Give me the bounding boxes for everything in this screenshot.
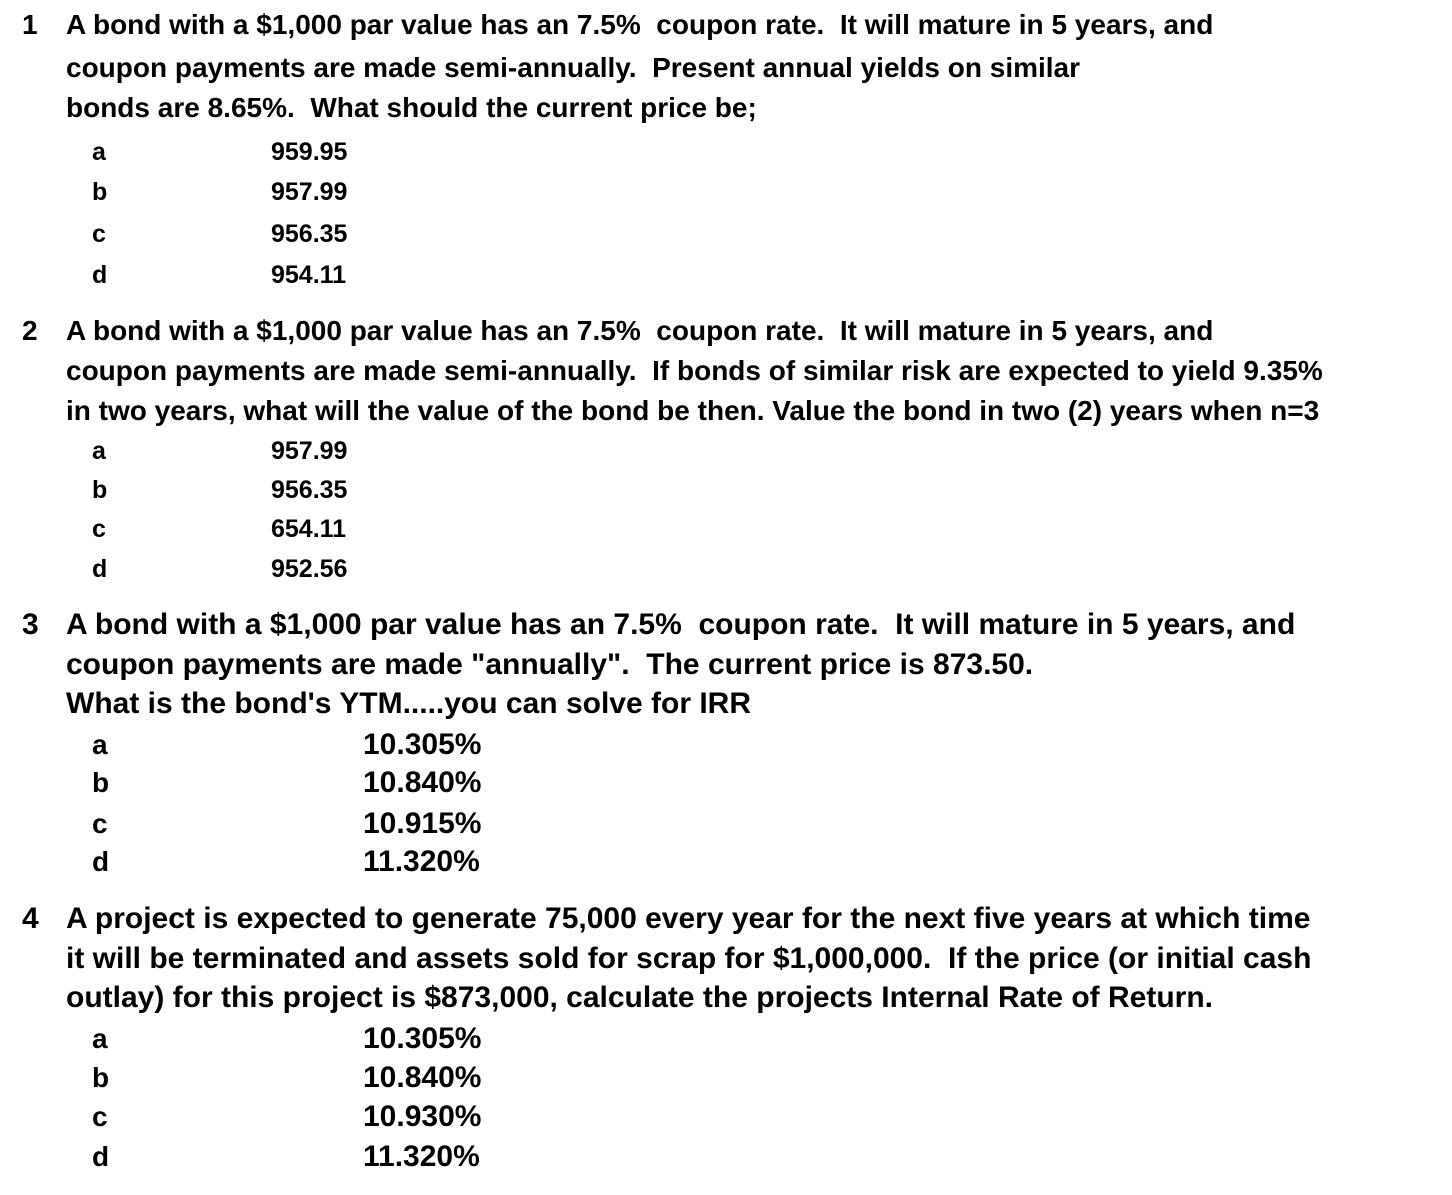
option-letter: d: [92, 261, 108, 289]
question-number: 2: [22, 315, 38, 346]
question-text-line: outlay) for this project is $873,000, calculate the projects Internal Rate of Return.: [66, 981, 1213, 1014]
option-letter: d: [92, 846, 110, 877]
question-number: 1: [22, 9, 38, 40]
option-value: 654.11: [271, 515, 347, 543]
option-value: 10.915%: [363, 807, 482, 840]
question-text-line: coupon payments are made semi-annually. If bonds of similar risk are expected to yield 9.35%: [66, 355, 1323, 386]
option-letter: d: [92, 1141, 110, 1172]
option-letter: b: [92, 476, 108, 504]
question-text-line: coupon payments are made "annually". The current price is 873.50.: [66, 648, 1034, 681]
option-letter: b: [92, 767, 110, 798]
option-letter: b: [92, 1062, 110, 1093]
option-value: 957.99: [271, 437, 348, 465]
question-text-line: it will be terminated and assets sold for scrap for $1,000,000. If the price (or initial cash: [66, 942, 1312, 975]
option-letter: a: [92, 729, 108, 760]
option-value: 10.305%: [363, 1022, 482, 1055]
option-value: 959.95: [271, 138, 348, 166]
option-letter: c: [92, 1101, 108, 1132]
option-letter: a: [92, 1023, 108, 1054]
option-value: 10.305%: [363, 728, 482, 761]
question-text-line: A project is expected to generate 75,000 every year for the next five years at which time: [66, 902, 1311, 935]
question-text-line: A bond with a $1,000 par value has an 7.5% coupon rate. It will mature in 5 years, and: [66, 315, 1214, 346]
question-text-line: bonds are 8.65%. What should the current price be;: [66, 92, 757, 123]
option-value: 954.11: [271, 261, 347, 289]
option-value: 956.35: [271, 476, 348, 504]
question-text-line: What is the bond's YTM.....you can solve for IRR: [66, 687, 751, 720]
question-text-line: A bond with a $1,000 par value has an 7.5% coupon rate. It will mature in 5 years, and: [66, 608, 1296, 641]
option-value: 11.320%: [363, 845, 480, 878]
question-number: 4: [22, 902, 39, 935]
question-text-line: in two years, what will the value of the bond be then. Value the bond in two (2) years when n=3: [66, 395, 1320, 426]
question-text-line: A bond with a $1,000 par value has an 7.5% coupon rate. It will mature in 5 years, and: [66, 9, 1214, 40]
option-letter: a: [92, 138, 106, 166]
option-letter: c: [92, 515, 106, 543]
option-letter: d: [92, 555, 108, 583]
option-letter: a: [92, 437, 106, 465]
option-value: 10.930%: [363, 1100, 482, 1133]
option-value: 957.99: [271, 178, 348, 206]
option-letter: c: [92, 808, 108, 839]
option-value: 11.320%: [363, 1140, 480, 1173]
question-number: 3: [22, 608, 39, 641]
option-value: 952.56: [271, 555, 348, 583]
option-value: 10.840%: [363, 1061, 482, 1094]
question-text-line: coupon payments are made semi-annually. Present annual yields on similar: [66, 52, 1081, 83]
option-letter: b: [92, 178, 108, 206]
option-value: 956.35: [271, 220, 348, 248]
option-letter: c: [92, 220, 106, 248]
option-value: 10.840%: [363, 766, 482, 799]
